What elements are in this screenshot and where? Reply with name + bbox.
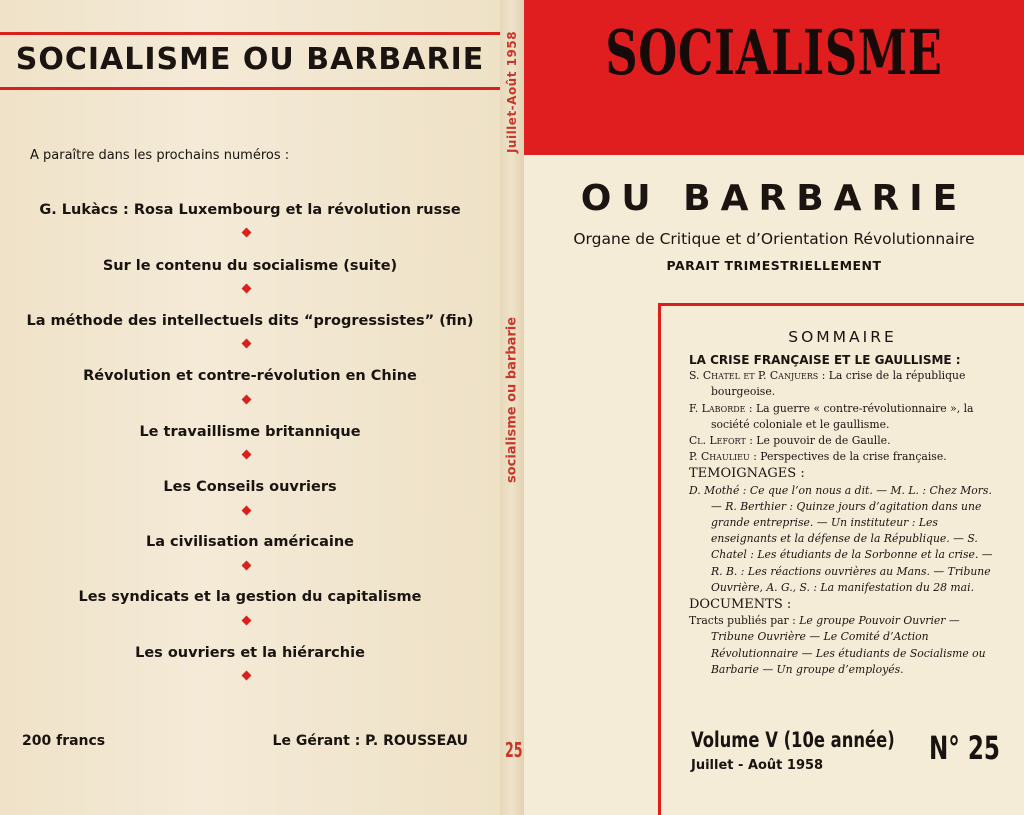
forthcoming-item: La civilisation américaine xyxy=(145,534,354,550)
toc-entry-authors: P. Chaulieu xyxy=(689,450,750,464)
toc-entry-authors: F. Laborde xyxy=(689,401,746,415)
diamond-separator-icon xyxy=(242,561,252,571)
spine-number: 25 xyxy=(505,738,523,762)
organ-line: Organe de Critique et d’Orientation Révolutionnaire xyxy=(573,230,975,248)
sommaire-heading: SOMMAIRE xyxy=(788,328,897,346)
forthcoming-item: Les syndicats et la gestion du capitalisme xyxy=(78,589,422,605)
diamond-separator-icon xyxy=(242,284,252,294)
toc-temoignages-text: D. Mothé : Ce que l’on nous a dit. — M. L. : Chez Mors. — R. Berthier : Quinze jours d’agitation dans une grande entreprise. — Un instituteur : Les enseignants et la défense de la République. — S. Chatel : Les étudiants de la Sorbonne et la crise. — R. B. : Les réactions ouvrières au Mans. — Tribune Ouvrière, A. G., S. : La manifestation du 28 mai. xyxy=(689,483,993,594)
toc-documents-entry xyxy=(689,613,1005,678)
back-cover-title: SOCIALISME OU BARBARIE xyxy=(15,42,485,77)
toc-entry-authors: S. Chatel et P. Canjuers xyxy=(689,369,819,383)
toc-entry-title: : La guerre « contre-révolutionnaire », la société coloniale et le gaullisme. xyxy=(711,401,974,431)
sommaire-box xyxy=(658,303,1024,815)
bottom-red-rule xyxy=(0,87,500,90)
sommaire-content xyxy=(689,352,1005,678)
toc-section-heading: LA CRISE FRANÇAISE ET LE GAULLISME : xyxy=(689,353,961,367)
spine-date: Juillet-Août 1958 xyxy=(505,30,519,154)
toc-documents-prefix: Tracts publiés par : xyxy=(689,614,800,628)
spine-title: socialisme ou barbarie xyxy=(504,316,520,484)
toc-entry-title: : La crise de la république bourgeoise. xyxy=(711,369,966,399)
gerant-line: Le Gérant : P. ROUSSEAU xyxy=(272,733,468,749)
toc-entry-authors: Cl. Lefort xyxy=(689,434,746,448)
forthcoming-item: Le travaillisme britannique xyxy=(139,424,361,440)
forthcoming-item: Sur le contenu du socialisme (suite) xyxy=(102,258,398,274)
front-cover xyxy=(524,0,1024,815)
diamond-separator-icon xyxy=(242,450,252,460)
diamond-separator-icon xyxy=(242,395,252,405)
forthcoming-item: Les Conseils ouvriers xyxy=(163,479,337,495)
forthcoming-item: Révolution et contre-révolution en Chine xyxy=(83,368,417,384)
issue-number: N° 25 xyxy=(929,729,1000,767)
toc-section-heading: DOCUMENTS : xyxy=(689,597,792,613)
front-cover-title: SOCIALISME xyxy=(605,16,943,89)
periodicity: PARAIT TRIMESTRIELLEMENT xyxy=(666,258,882,273)
diamond-separator-icon xyxy=(242,616,252,626)
forthcoming-item: Les ouvriers et la hiérarchie xyxy=(135,645,365,661)
toc-section-heading: TEMOIGNAGES : xyxy=(689,466,805,482)
forthcoming-item: La méthode des intellectuels dits “progressistes” (fin) xyxy=(26,313,474,329)
toc-documents-text: Le groupe Pouvoir Ouvrier — Tribune Ouvrière — Le Comité d’Action Révolutionnaire — Les étudiants de Socialisme ou Barbarie — Un groupe d’employés. xyxy=(711,614,986,676)
toc-entry-title: : Perspectives de la crise française. xyxy=(749,450,947,464)
diamond-separator-icon xyxy=(242,671,252,681)
top-red-rule xyxy=(0,32,500,35)
diamond-separator-icon xyxy=(242,228,252,238)
diamond-separator-icon xyxy=(242,506,252,516)
toc-entry xyxy=(689,401,1005,433)
toc-entry xyxy=(689,368,1005,400)
toc-entry-title: : Le pouvoir de de Gaulle. xyxy=(745,434,891,448)
spine xyxy=(500,0,524,815)
issue-date: Juillet - Août 1958 xyxy=(691,758,824,773)
volume-line: Volume V (10e année) xyxy=(691,728,895,752)
diamond-separator-icon xyxy=(242,339,252,349)
price: 200 francs xyxy=(22,733,106,749)
back-cover xyxy=(0,0,500,815)
toc-entry xyxy=(689,433,1005,449)
front-cover-subtitle: OU BARBARIE xyxy=(580,178,968,219)
forthcoming-item: G. Lukàcs : Rosa Luxembourg et la révolution russe xyxy=(39,202,461,218)
toc-entry xyxy=(689,449,1005,465)
forthcoming-intro: A paraître dans les prochains numéros : xyxy=(30,148,290,163)
